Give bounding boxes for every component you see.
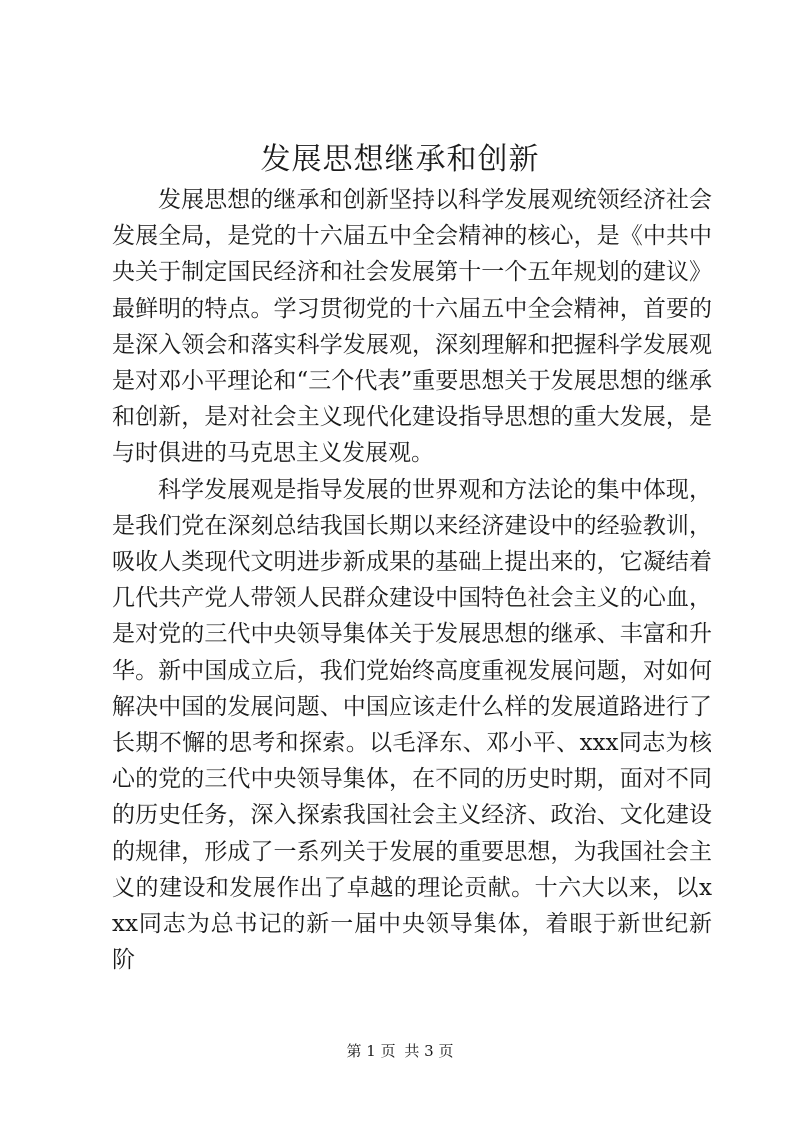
paragraph-2: 科学发展观是指导发展的世界观和方法论的集中体现，是我们党在深刻总结我国长期以来经济建设中的经验教训，吸收人类现代文明进步新成果的基础上提出来的，它凝结着几代共产党人带领人民群众建设中国特色社会主义的心血，是对党的三代中央领导集体关于发展思想的继承、丰富和升华。新中国成立后，我们党始终高度重视发展问题，对如何解决中国的发展问题、中国应该走什么样的发展道路进行了长期不懈的思考和探索。以毛泽东、邓小平、xxx同志为核心的党的三代中央领导集体，在不同的历史时期，面对不同的历史任务，深入探索我国社会主义经济、政治、文化建设的规律，形成了一系列关于发展的重要思想，为我国社会主义的建设和发展作出了卓越的理论贡献。十六大以来，以xxx同志为总书记的新一届中央领导集体，着眼于新世纪新阶 — [112, 476, 712, 974]
page-footer — [0, 1040, 800, 1062]
page-number: 第 1 页 — [346, 1042, 396, 1060]
document-title: 发展思想继承和创新 — [260, 142, 540, 177]
document-body — [112, 182, 712, 978]
page-total: 共 3 页 — [404, 1042, 454, 1060]
paragraph-1: 发展思想的继承和创新坚持以科学发展观统领经济社会发展全局，是党的十六届五中全会精神的核心，是《中共中央关于制定国民经济和社会发展第十一个五年规划的建议》最鲜明的特点。学习贯彻党的十六届五中全会精神，首要的是深入领会和落实科学发展观，深刻理解和把握科学发展观是对邓小平理论和“三个代表”重要思想关于发展思想的继承和创新，是对社会主义现代化建设指导思想的重大发展，是与时俱进的马克思主义发展观。 — [112, 187, 712, 467]
